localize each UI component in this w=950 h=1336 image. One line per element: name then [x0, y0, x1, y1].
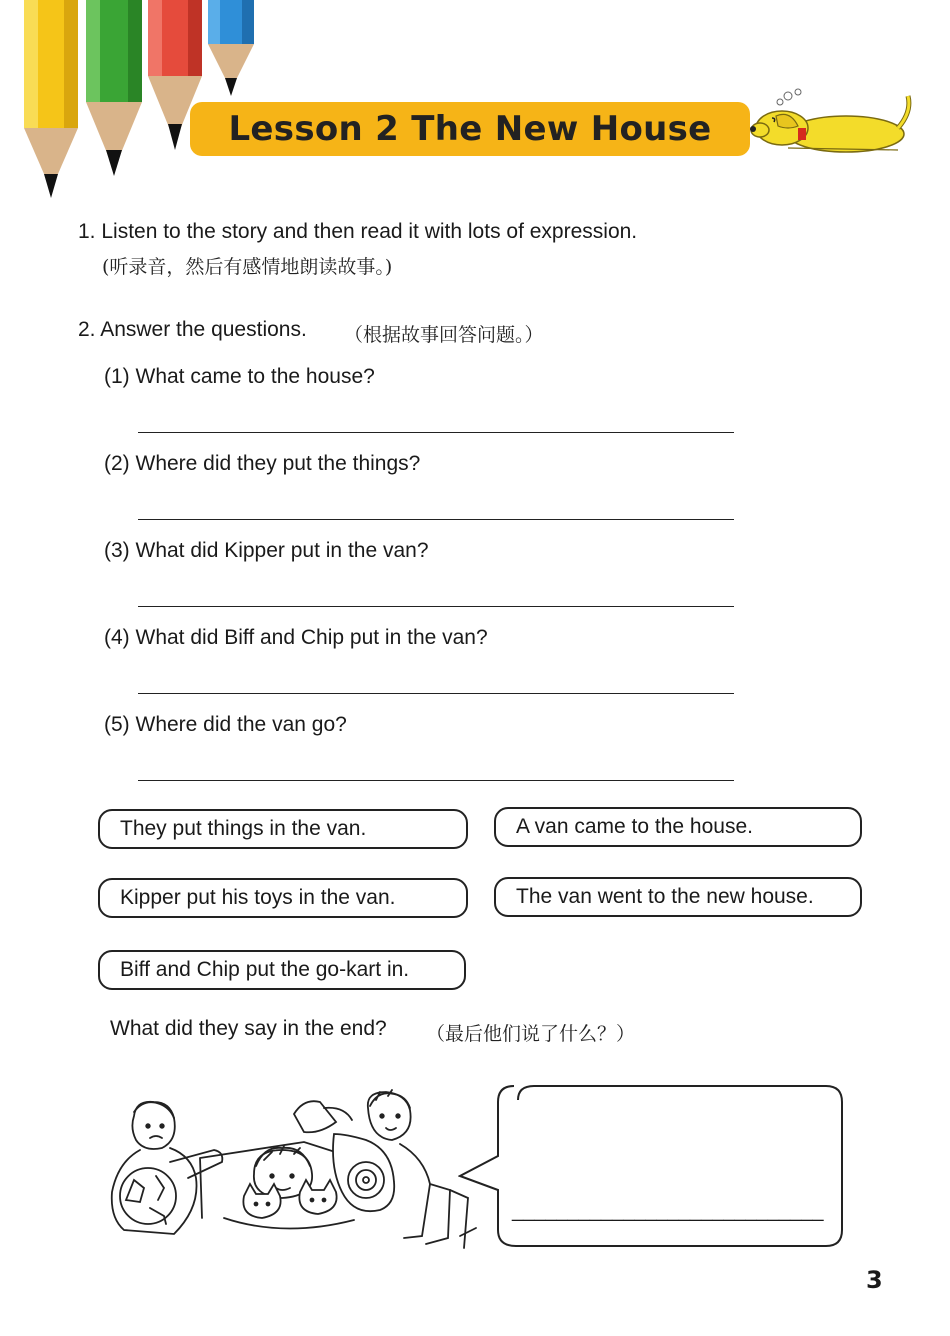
- answer-option-3[interactable]: Kipper put his toys in the van.: [98, 878, 468, 918]
- task3-translation: （最后他们说了什么？）: [426, 1023, 636, 1045]
- question-3: (3) What did Kipper put in the van?: [104, 539, 429, 562]
- answer-line-2[interactable]: [138, 519, 734, 520]
- answer-option-1[interactable]: They put things in the van.: [98, 809, 468, 849]
- answer-line-1[interactable]: [138, 432, 734, 433]
- task2-instruction: 2. Answer the questions.: [78, 318, 307, 341]
- task1-instruction: 1. Listen to the story and then read it with lots of expression.: [78, 220, 638, 243]
- speech-answer-line[interactable]: ____________________________: [512, 1200, 824, 1222]
- answer-option-2[interactable]: A van came to the house.: [494, 807, 862, 847]
- task3-question: What did they say in the end?: [110, 1017, 387, 1040]
- question-1: (1) What came to the house?: [104, 365, 375, 388]
- blue-pencil-icon: [208, 0, 254, 96]
- answer-line-5[interactable]: [138, 780, 734, 781]
- speech-bubble: [458, 1084, 846, 1250]
- question-5: (5) Where did the van go?: [104, 713, 347, 736]
- children-illustration: [104, 1088, 488, 1254]
- question-4: (4) What did Biff and Chip put in the van?: [104, 626, 488, 649]
- lesson-title: Lesson 2 The New House: [228, 109, 712, 149]
- sleeping-dog-icon: [748, 88, 920, 158]
- answer-line-4[interactable]: [138, 693, 734, 694]
- yellow-pencil-icon: [24, 0, 78, 198]
- answer-option-4[interactable]: The van went to the new house.: [494, 877, 862, 917]
- answer-line-3[interactable]: [138, 606, 734, 607]
- title-banner: [190, 102, 750, 156]
- green-pencil-icon: [86, 0, 142, 176]
- task1-translation: (听录音，然后有感情地朗读故事。): [102, 256, 393, 278]
- question-2: (2) Where did they put the things?: [104, 452, 421, 475]
- page-number: 3: [866, 1266, 883, 1294]
- answer-option-5[interactable]: Biff and Chip put the go-kart in.: [98, 950, 466, 990]
- task2-translation: （根据故事回答问题。）: [344, 324, 544, 346]
